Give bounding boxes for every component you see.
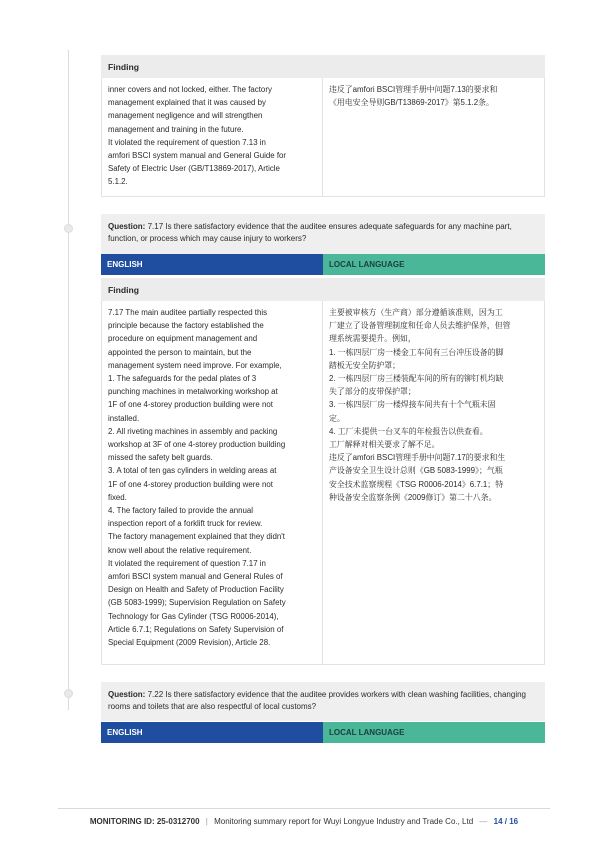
footer-separator: | xyxy=(205,817,208,826)
language-header xyxy=(101,722,545,743)
finding-english-text: inner covers and not locked, either. The factory management explained that it was caused by management negligence and will strengthen management and training in the future. It violated the requirement of question 7.13 in amfori BSCI system manual and General Guide for Safety of Electric User (GB/T13869-2017), Article 5.1.2. xyxy=(102,78,323,196)
english-column-header: ENGLISH xyxy=(101,254,323,275)
finding-header xyxy=(101,278,545,301)
finding-local-text: 违反了amfori BSCI管理手册中问题7.13的要求和 《用电安全导则GB/T13869-2017》第5.1.2条。 xyxy=(329,85,498,108)
finding-header xyxy=(101,55,545,78)
question-text: 7.22 Is there satisfactory evidence that the auditee provides workers with clean washing facilities, changing rooms and toilets that are also respectful of local customs? xyxy=(108,690,526,711)
local-language-column-header: LOCAL LANGUAGE xyxy=(323,254,545,275)
question-label: Question: xyxy=(108,690,146,699)
language-header xyxy=(101,254,545,275)
question-text: 7.17 Is there satisfactory evidence that the auditee ensures adequate safeguards for any machine part, function, or process which may cause injury to workers? xyxy=(108,222,512,243)
report-title: Monitoring summary report for Wuyi Longyue Industry and Trade Co., Ltd xyxy=(214,817,474,826)
question-label: Question: xyxy=(108,222,146,231)
footer-divider xyxy=(58,808,550,809)
timeline-line xyxy=(68,50,69,710)
finding-english-text: 7.17 The main auditee partially respected this principle because the factory established the procedure on equipment management and appointed the person to maintain, but the management system need improve. For example, 1. The safeguards for the pedal plates of 3 punching machines in metalworking workshop at 1F of one 4-storey production building were not installed. 2. All riveting machines in assembly and packing workshop at 3F of one 4-storey production building missed the safety belt guards. 3. A total of ten gas cylinders in welding areas at 1F of one 4-storey production building were not fixed. 4. The factory failed to provide the annual inspection report of a forklift truck for review. The factory management explained that they didn't know well about the relative requirement. It violated the requirement of question 7.17 in amfori BSCI system manual and General Rules of Design on Health and Safety of Production Facility (GB 5083-1999); Supervision Regulation on Safety Technology for Gas Cylinder (TSG R0006-2014), Article 6.7.1; Regulations on Safety Supervision of Special Equipment (2009 Revision), Article 28. xyxy=(102,301,323,664)
english-column-header: ENGLISH xyxy=(101,722,323,743)
monitoring-id: MONITORING ID: 25-0312700 xyxy=(89,817,200,826)
footer-dash: — xyxy=(479,817,488,826)
finding-row xyxy=(101,78,545,197)
finding-local-text: 主要被审核方（生产商）部分遵循该准则，因为工 厂建立了设备管理制度和任命人员去维护保养，但管 理系统需要提升。例如， 1. 一栋四层厂房一楼金工车间有三台冲压设备的脚 踏板无安全防护罩； 2. 一栋四层厂房三楼装配车间的所有的铆钉机均缺 失了部分的皮带保护罩； 3. 一栋四层厂房一楼焊接车间共有十个气瓶未固 定。 4. 工厂未提供一台叉车的年检报告以供查看。 工厂解释对相关要求了解不足。 违反了amfori BSCI管理手册中问题7.17的要求和生 产设备安全卫生设计总则《GB 5083-1999》；气瓶 安全技术监察规程《TSG R0006-2014》6.7.1；特 种设备安全监察条例《2009修订》第二十八条。 xyxy=(329,308,511,502)
local-language-column-header: LOCAL LANGUAGE xyxy=(323,722,545,743)
timeline-dot xyxy=(64,224,73,233)
finding-row xyxy=(101,301,545,665)
finding-label: Finding xyxy=(108,61,140,72)
question-7-17 xyxy=(101,214,545,254)
page-number: 14 / 16 xyxy=(493,817,519,826)
question-7-22 xyxy=(101,682,545,721)
page-footer xyxy=(58,817,550,826)
timeline-dot xyxy=(64,689,73,698)
finding-label: Finding xyxy=(108,284,140,295)
